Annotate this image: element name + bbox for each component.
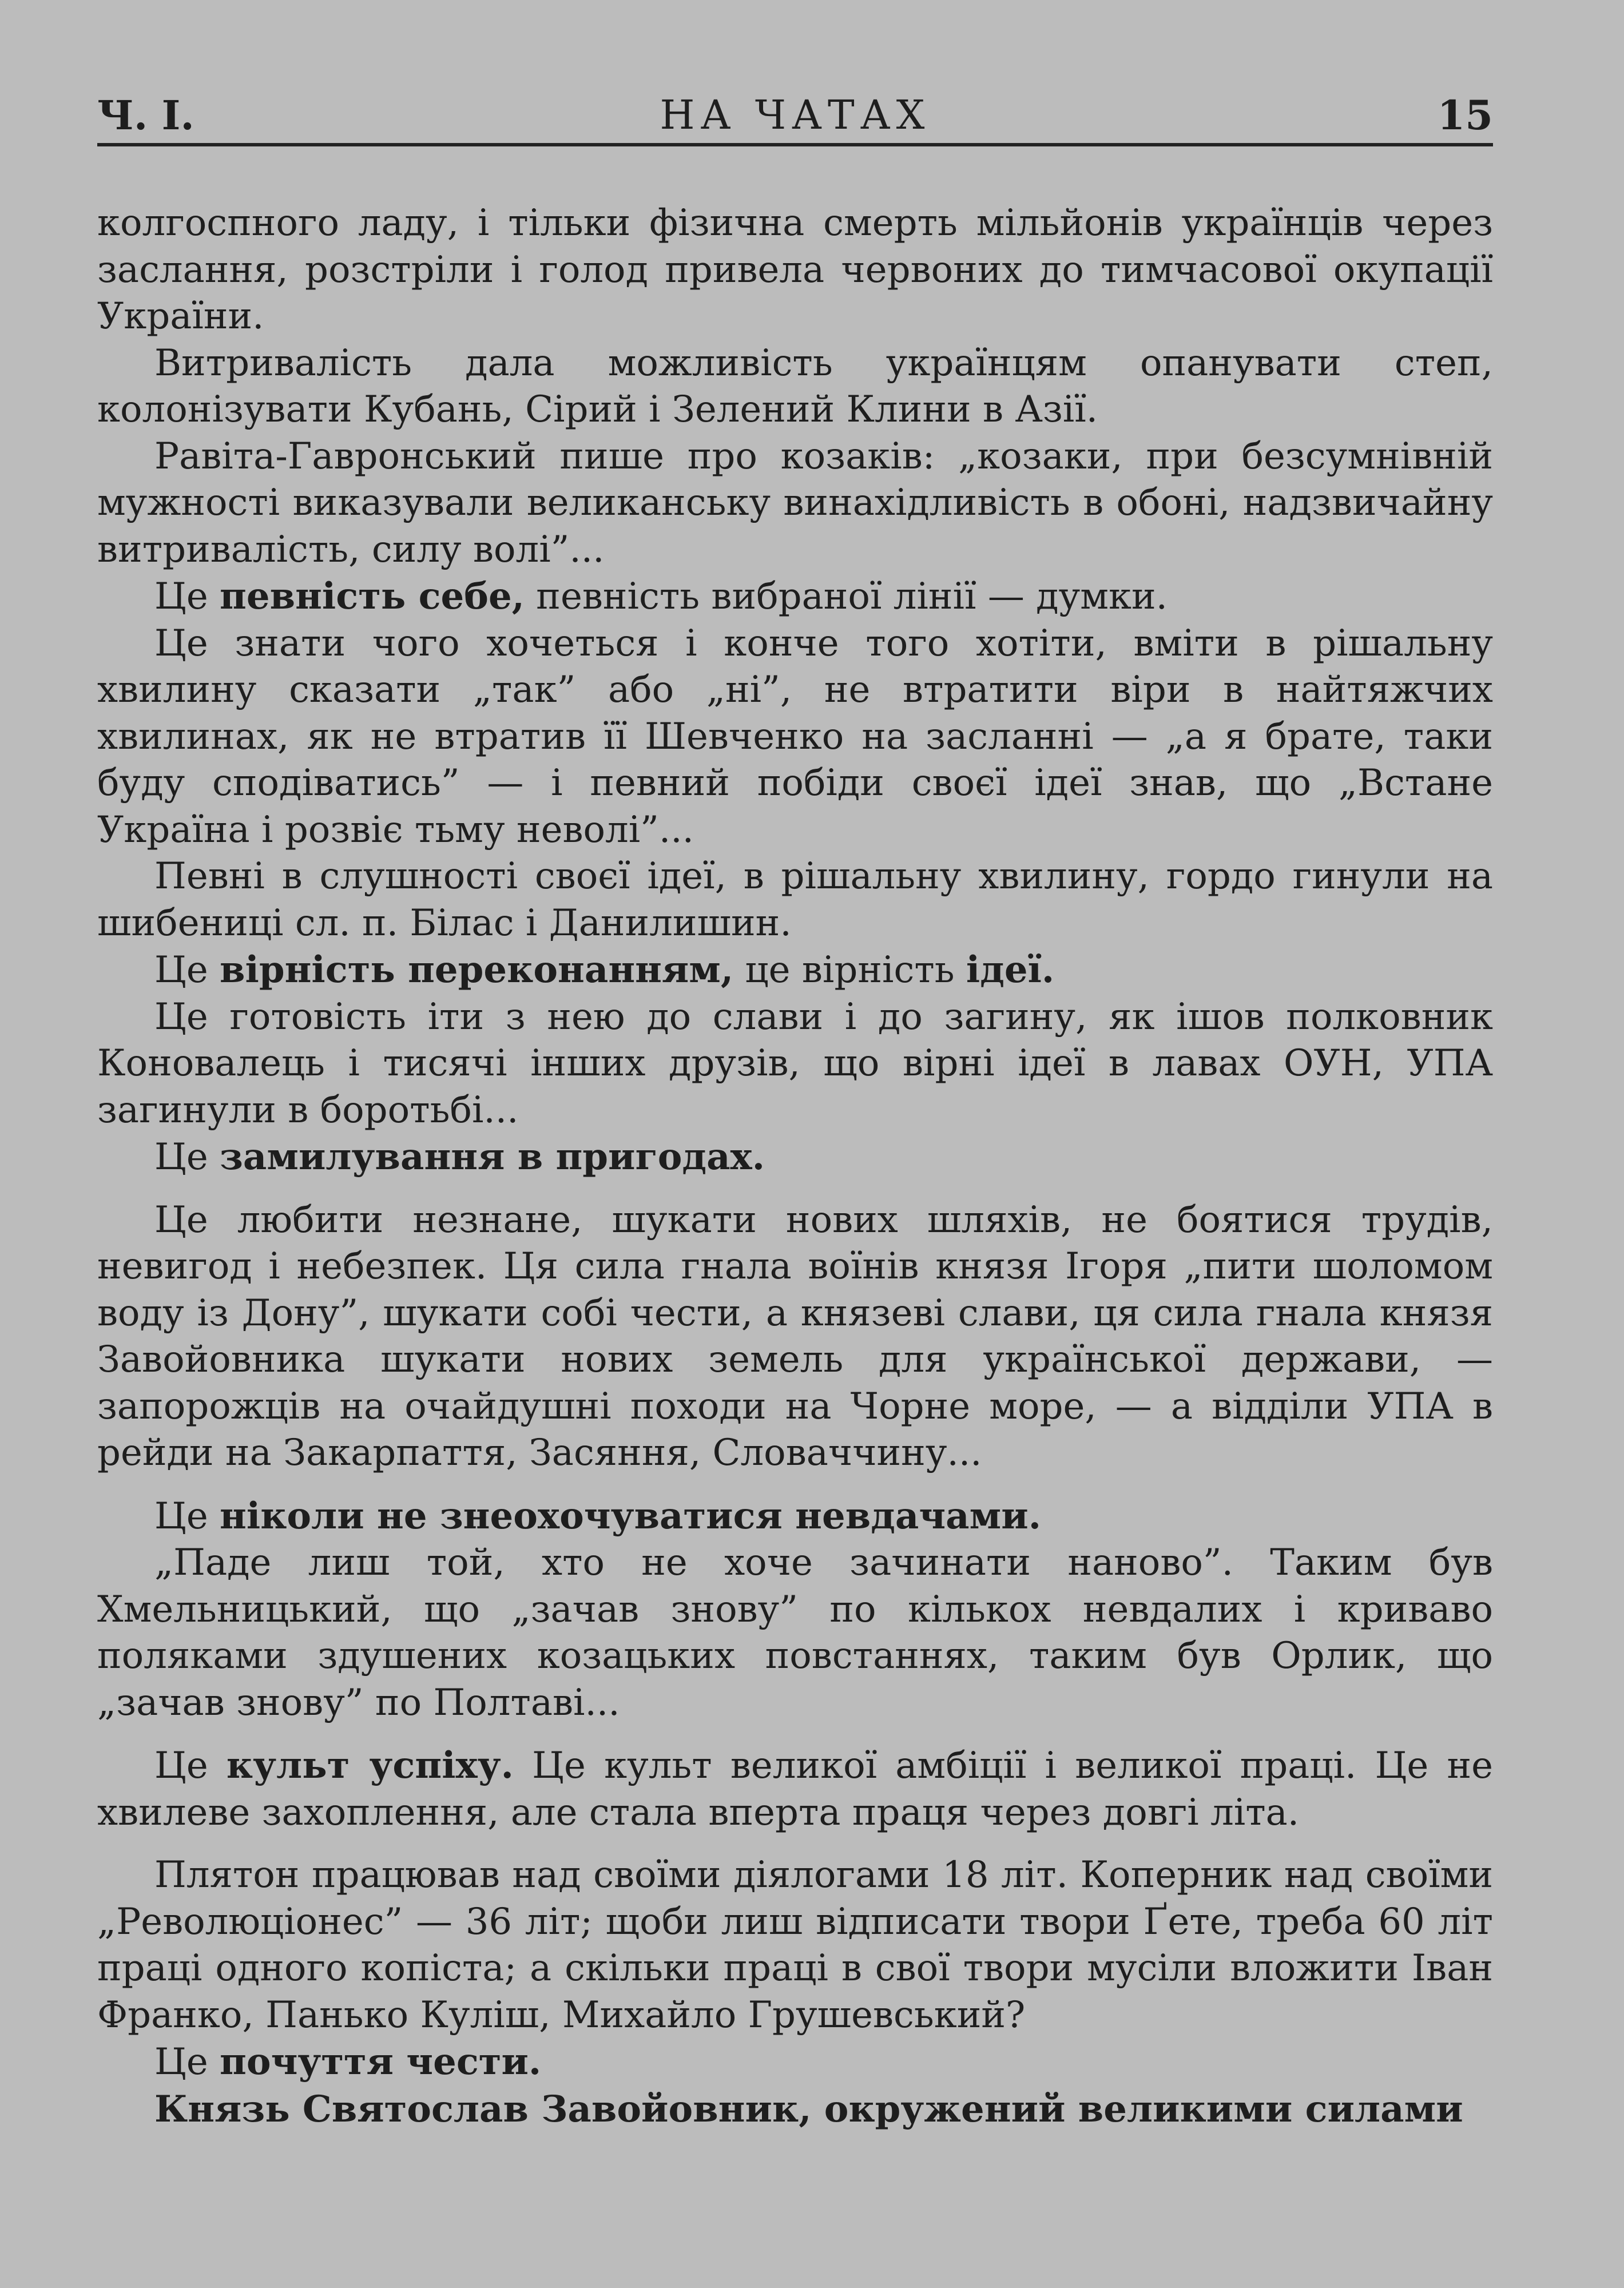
paragraph-2: Витривалість дала можливість українцям опанувати степ, колонізувати Кубань, Сірий і Зелений Клини в Азії.	[97, 341, 1493, 431]
bold-phrase: ідеї.	[966, 948, 1055, 991]
book-page	[86, 86, 1504, 2248]
paragraph-1: колгоспного ладу, і тільки фізична смерть мільйонів українців через заслання, розстріли і голод привела червоних до тимчасової окупації України.	[97, 202, 1493, 337]
paragraph-3: Равіта-Гавронський пише про козаків: „козаки, при безсумнівній мужності виказували великанську винахідливість в обоні, надзвичайну витривалість, силу волі”...	[97, 435, 1493, 571]
bold-phrase: Князь Святослав Завойовник, окружений великими силами	[154, 2087, 1463, 2131]
bold-phrase: культ успіху.	[226, 1744, 514, 1787]
paragraph-4: Це певність себе, певність вибраної лінії — думки.	[154, 575, 1168, 618]
bold-phrase: замилування в пригодах.	[220, 1135, 765, 1178]
bold-phrase: ніколи не знеохочуватися невдачами.	[220, 1494, 1041, 1538]
page-number: 15	[1437, 92, 1493, 139]
chapter-title: НА ЧАТАХ	[660, 92, 931, 138]
header-rule	[97, 143, 1493, 146]
paragraph-10: Це любити незнане, шукати нових шляхів, не боятися трудів, невигод і небезпек. Ця сила гнала воїнів князя Ігоря „пити шоломом воду із Дону”, шукати собі чести, а князеві слави, ця сила гнала князя Завойовника шукати нових земель для української держави, — запорожців на очайдушні походи на Чорне море, — а відділи УПА в рейди на Закарпаття, Засяння, Словаччину...	[97, 1198, 1493, 1474]
paragraph-9: Це замилування в пригодах.	[154, 1135, 765, 1178]
bold-phrase: певність себе,	[220, 575, 525, 618]
paragraph-11: Це ніколи не знеохочуватися невдачами.	[154, 1494, 1041, 1538]
paragraph-8: Це готовість іти з нею до слави і до загину, як ішов полковник Коновалець і тисячі інших друзів, що вірні ідеї в лавах ОУН, УПА загинули в боротьбі...	[97, 995, 1493, 1131]
paragraph-14: Плятон працював над своїми діялогами 18 літ. Коперник над своїми „Революціонес” — 36 літ; щоби лиш відписати твори Ґете, треба 60 літ праці одного копіста; а скільки праці в свої твори мусіли вложити Іван Франко, Панько Куліш, Михайло Грушевський?	[97, 1854, 1493, 2036]
paragraph-7: Це вірність переконанням, це вірність ідеї.	[154, 948, 1055, 991]
paragraph-6: Певні в слушності своєї ідеї, в рішальну хвилину, гордо гинули на шибениці сл. п. Білас і Данилишин.	[97, 855, 1493, 944]
bold-phrase: почуття чести.	[220, 2040, 542, 2083]
paragraph-16	[97, 2086, 1493, 2134]
part-label: Ч. І.	[97, 92, 194, 139]
paragraph-13: Це культ успіху. Це культ великої амбіції і великої праці. Це не хвилеве захоплення, але стала вперта праця через довгі літа.	[97, 1744, 1494, 1834]
paragraph-15: Це почуття чести.	[154, 2040, 542, 2083]
paragraph-12: „Паде лиш той, хто не хоче зачинати наново”. Таким був Хмельницький, що „зачав знову” по кількох невдалих і криваво поляками здушених козацьких повстаннях, таким був Орлик, що „зачав знову” по Полтаві...	[97, 1542, 1493, 1724]
page-body	[97, 200, 1493, 2133]
paragraph-5: Це знати чого хочеться і конче того хотіти, вміти в рішальну хвилину сказати „так” або „ні”, не втратити віри в найтяжчих хвилинах, як не втратив її Шевченко на засланні — „а я брате, таки буду сподіватись” — і певний побіди своєї ідеї знав, що „Встане Україна і розвіє тьму неволі”...	[97, 622, 1493, 851]
bold-phrase: вірність переконанням,	[220, 948, 734, 991]
